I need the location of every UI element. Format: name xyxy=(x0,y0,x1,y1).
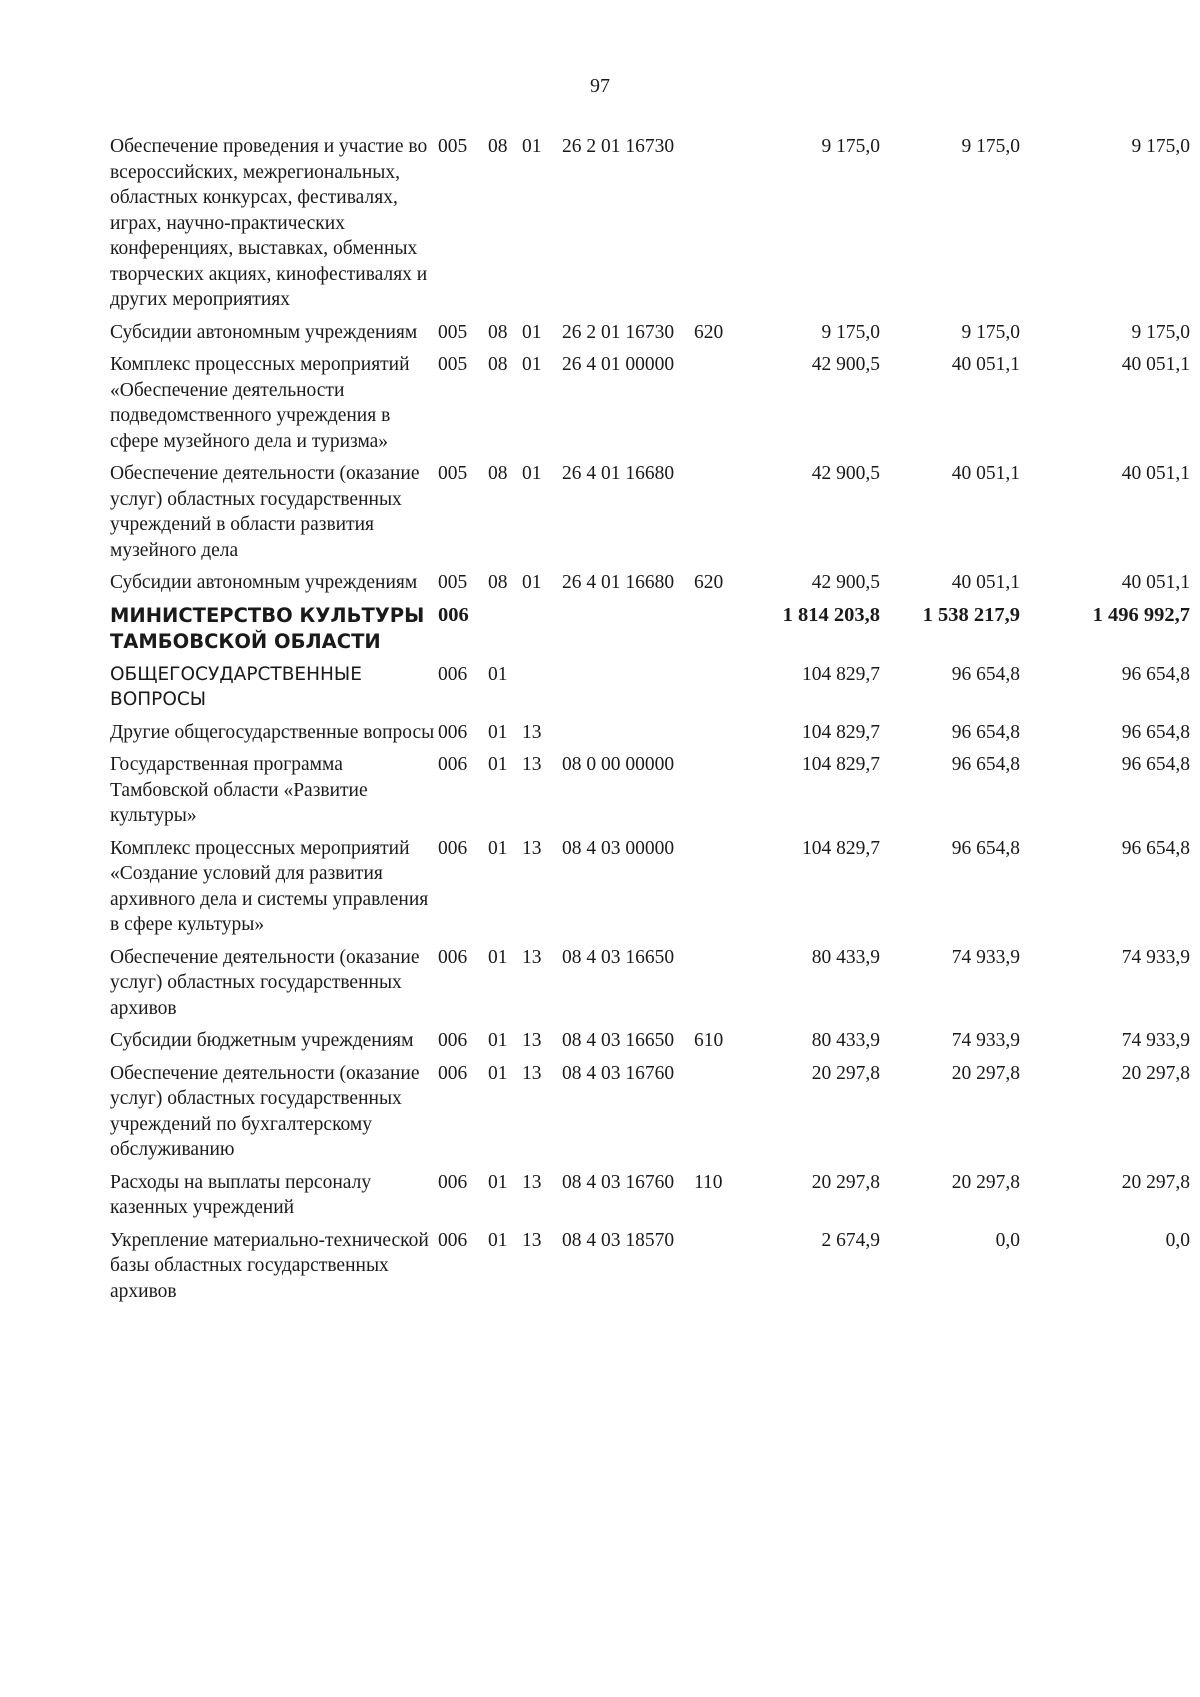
ministry-code: 006 xyxy=(438,1030,468,1051)
section-code: 01 xyxy=(488,754,508,775)
amount-year-3: 74 933,9 xyxy=(1121,946,1190,968)
table-row xyxy=(110,1061,1190,1170)
table-row xyxy=(110,752,1190,836)
ministry-code: 005 xyxy=(438,136,468,157)
amount-year-2: 96 654,8 xyxy=(951,721,1020,743)
amount-year-1: 20 297,8 xyxy=(811,1062,880,1084)
expense-name: Государственная программа Тамбовской области «Развитие культуры» xyxy=(110,754,368,826)
table-row xyxy=(110,603,1190,662)
target-article-code xyxy=(562,603,694,662)
table-row xyxy=(110,945,1190,1029)
amount-year-1: 104 829,7 xyxy=(802,837,880,859)
table-row xyxy=(110,461,1190,570)
expense-type-code xyxy=(694,752,750,836)
amount-year-3: 96 654,8 xyxy=(1121,837,1190,859)
expense-name: Укрепление материально-технической базы областных государственных архивов xyxy=(110,1229,429,1302)
expense-name: Обеспечение проведения и участие во всероссийских, межрегиональных, областных конкурсах, фестивалях, играх, научно-практических конференциях, выставках, обменных творческих акциях, кинофестивалях и других мероприятиях xyxy=(110,136,428,310)
amount-year-2: 40 051,1 xyxy=(951,463,1020,484)
expense-type-code xyxy=(694,461,750,570)
target-article-code: 26 2 01 16730 xyxy=(562,136,675,157)
expense-name: Комплекс процессных мероприятий «Обеспечение деятельности подведомственного учреждения в сфере музейного дела и туризма» xyxy=(110,354,410,452)
page-number: 97 xyxy=(590,75,610,97)
ministry-code: 005 xyxy=(438,354,468,375)
amount-year-1: 2 674,9 xyxy=(821,1229,880,1251)
expense-type-code: 110 xyxy=(694,1171,723,1193)
amount-year-3: 40 051,1 xyxy=(1121,463,1190,484)
section-code: 01 xyxy=(488,1030,508,1051)
amount-year-2: 96 654,8 xyxy=(951,663,1020,685)
section-code: 08 xyxy=(488,321,508,343)
subsection-code: 01 xyxy=(522,321,542,343)
expense-type-code xyxy=(694,945,750,1029)
amount-year-2: 96 654,8 xyxy=(951,754,1020,775)
table-body xyxy=(110,134,1190,1311)
ministry-code: 006 xyxy=(438,754,468,775)
amount-year-1: 80 433,9 xyxy=(811,946,880,968)
subsection-code xyxy=(522,603,562,662)
section-code xyxy=(488,603,522,662)
table-row xyxy=(110,134,1190,320)
amount-year-1: 9 175,0 xyxy=(821,321,880,343)
subsection-code: 13 xyxy=(522,837,542,859)
ministry-code: 006 xyxy=(438,1062,468,1084)
amount-year-1: 9 175,0 xyxy=(821,136,880,157)
ministry-code: 005 xyxy=(438,463,468,484)
table-row xyxy=(110,352,1190,461)
expense-name: Расходы на выплаты персоналу казенных учреждений xyxy=(110,1171,372,1218)
subsection-code: 13 xyxy=(522,1062,542,1084)
amount-year-1: 42 900,5 xyxy=(811,354,880,375)
section-code: 01 xyxy=(488,837,508,859)
expense-name: Обеспечение деятельности (оказание услуг) областных государственных архивов xyxy=(110,946,420,1019)
target-article-code: 26 4 01 16680 xyxy=(562,572,675,593)
expense-type-code xyxy=(694,603,750,662)
amount-year-2: 96 654,8 xyxy=(951,837,1020,859)
expense-name: Субсидии автономным учреждениям xyxy=(110,321,418,343)
section-code: 08 xyxy=(488,572,508,593)
amount-year-1: 104 829,7 xyxy=(802,721,880,743)
subsection-code: 13 xyxy=(522,1171,542,1193)
expense-type-code xyxy=(694,1061,750,1170)
amount-year-2: 74 933,9 xyxy=(951,946,1020,968)
target-article-code: 08 0 00 00000 xyxy=(562,754,675,775)
target-article-code: 08 4 03 18570 xyxy=(562,1229,675,1251)
amount-year-3: 9 175,0 xyxy=(1131,321,1190,343)
expense-type-code xyxy=(694,352,750,461)
table-row xyxy=(110,1170,1190,1228)
amount-year-1: 42 900,5 xyxy=(811,463,880,484)
table-row xyxy=(110,720,1190,753)
amount-year-2: 0,0 xyxy=(995,1229,1020,1251)
expense-name: Другие общегосударственные вопросы xyxy=(110,721,435,743)
amount-year-2: 9 175,0 xyxy=(961,321,1020,343)
expense-type-code: 610 xyxy=(694,1030,724,1051)
section-code: 01 xyxy=(488,1062,508,1084)
subsection-code: 01 xyxy=(522,463,542,484)
expense-name: ОБЩЕГОСУДАРСТВЕННЫЕ ВОПРОСЫ xyxy=(110,663,362,710)
expense-type-code xyxy=(694,720,750,753)
expense-type-code xyxy=(694,1228,750,1312)
ministry-code: 006 xyxy=(438,1171,468,1193)
ministry-code: 006 xyxy=(438,946,468,968)
amount-year-3: 0,0 xyxy=(1165,1229,1190,1251)
ministry-code: 006 xyxy=(438,1229,468,1251)
section-code: 01 xyxy=(488,1229,508,1251)
target-article-code: 26 4 01 00000 xyxy=(562,354,675,375)
target-article-code: 08 4 03 16760 xyxy=(562,1171,675,1193)
target-article-code: 08 4 03 16650 xyxy=(562,946,675,968)
expense-name: Субсидии автономным учреждениям xyxy=(110,572,418,593)
subsection-code: 01 xyxy=(522,136,542,157)
target-article-code: 08 4 03 16650 xyxy=(562,1030,675,1051)
amount-year-1: 104 829,7 xyxy=(802,663,880,685)
amount-year-2: 74 933,9 xyxy=(951,1030,1020,1051)
ministry-code: 005 xyxy=(438,321,468,343)
budget-table xyxy=(110,134,1190,1311)
expense-name: Субсидии бюджетным учреждениям xyxy=(110,1030,414,1051)
amount-year-3: 96 654,8 xyxy=(1121,663,1190,685)
section-code: 01 xyxy=(488,1171,508,1193)
table-row xyxy=(110,320,1190,353)
expense-name: МИНИСТЕРСТВО КУЛЬТУРЫ ТАМБОВСКОЙ ОБЛАСТИ xyxy=(110,603,425,653)
target-article-code: 08 4 03 00000 xyxy=(562,837,675,859)
section-code: 08 xyxy=(488,136,508,157)
amount-year-2: 20 297,8 xyxy=(951,1062,1020,1084)
amount-year-3: 1 496 992,7 xyxy=(1092,603,1190,626)
section-code: 01 xyxy=(488,946,508,968)
ministry-code: 006 xyxy=(438,663,468,685)
section-code: 08 xyxy=(488,463,508,484)
ministry-code: 006 xyxy=(438,721,468,743)
target-article-code xyxy=(562,662,694,720)
subsection-code: 01 xyxy=(522,572,542,593)
ministry-code: 005 xyxy=(438,572,468,593)
section-code: 01 xyxy=(488,721,508,743)
table-row xyxy=(110,570,1190,603)
subsection-code: 13 xyxy=(522,946,542,968)
subsection-code: 01 xyxy=(522,354,542,375)
subsection-code xyxy=(522,662,562,720)
ministry-code: 006 xyxy=(438,837,468,859)
expense-type-code xyxy=(694,836,750,945)
table-row xyxy=(110,836,1190,945)
amount-year-3: 9 175,0 xyxy=(1131,136,1190,157)
expense-name: Комплекс процессных мероприятий «Создание условий для развития архивного дела и системы управления в сфере культуры» xyxy=(110,837,429,935)
subsection-code: 13 xyxy=(522,721,542,743)
amount-year-3: 96 654,8 xyxy=(1121,754,1190,775)
amount-year-1: 80 433,9 xyxy=(811,1030,880,1051)
expense-type-code xyxy=(694,134,750,320)
amount-year-1: 42 900,5 xyxy=(811,572,880,593)
amount-year-3: 40 051,1 xyxy=(1121,354,1190,375)
amount-year-2: 20 297,8 xyxy=(951,1171,1020,1193)
table-row xyxy=(110,662,1190,720)
subsection-code: 13 xyxy=(522,754,542,775)
amount-year-2: 1 538 217,9 xyxy=(922,603,1020,626)
target-article-code xyxy=(562,720,694,753)
section-code: 08 xyxy=(488,354,508,375)
ministry-code: 006 xyxy=(438,603,469,626)
target-article-code: 26 4 01 16680 xyxy=(562,463,675,484)
expense-name: Обеспечение деятельности (оказание услуг) областных государственных учреждений в области развития музейного дела xyxy=(110,463,420,561)
expense-type-code: 620 xyxy=(694,321,724,343)
amount-year-2: 40 051,1 xyxy=(951,572,1020,593)
expense-type-code: 620 xyxy=(694,572,724,593)
amount-year-3: 74 933,9 xyxy=(1121,1030,1190,1051)
amount-year-3: 96 654,8 xyxy=(1121,721,1190,743)
section-code: 01 xyxy=(488,663,508,685)
amount-year-1: 20 297,8 xyxy=(811,1171,880,1193)
amount-year-3: 40 051,1 xyxy=(1121,572,1190,593)
table-row xyxy=(110,1028,1190,1061)
amount-year-2: 9 175,0 xyxy=(961,136,1020,157)
amount-year-1: 104 829,7 xyxy=(802,754,880,775)
expense-type-code xyxy=(694,662,750,720)
target-article-code: 26 2 01 16730 xyxy=(562,321,675,343)
target-article-code: 08 4 03 16760 xyxy=(562,1062,675,1084)
expense-name: Обеспечение деятельности (оказание услуг) областных государственных учреждений по бухгалтерскому обслуживанию xyxy=(110,1062,420,1160)
amount-year-3: 20 297,8 xyxy=(1121,1171,1190,1193)
table-row xyxy=(110,1228,1190,1312)
subsection-code: 13 xyxy=(522,1229,542,1251)
amount-year-1: 1 814 203,8 xyxy=(782,603,880,626)
amount-year-2: 40 051,1 xyxy=(951,354,1020,375)
subsection-code: 13 xyxy=(522,1030,542,1051)
amount-year-3: 20 297,8 xyxy=(1121,1062,1190,1084)
